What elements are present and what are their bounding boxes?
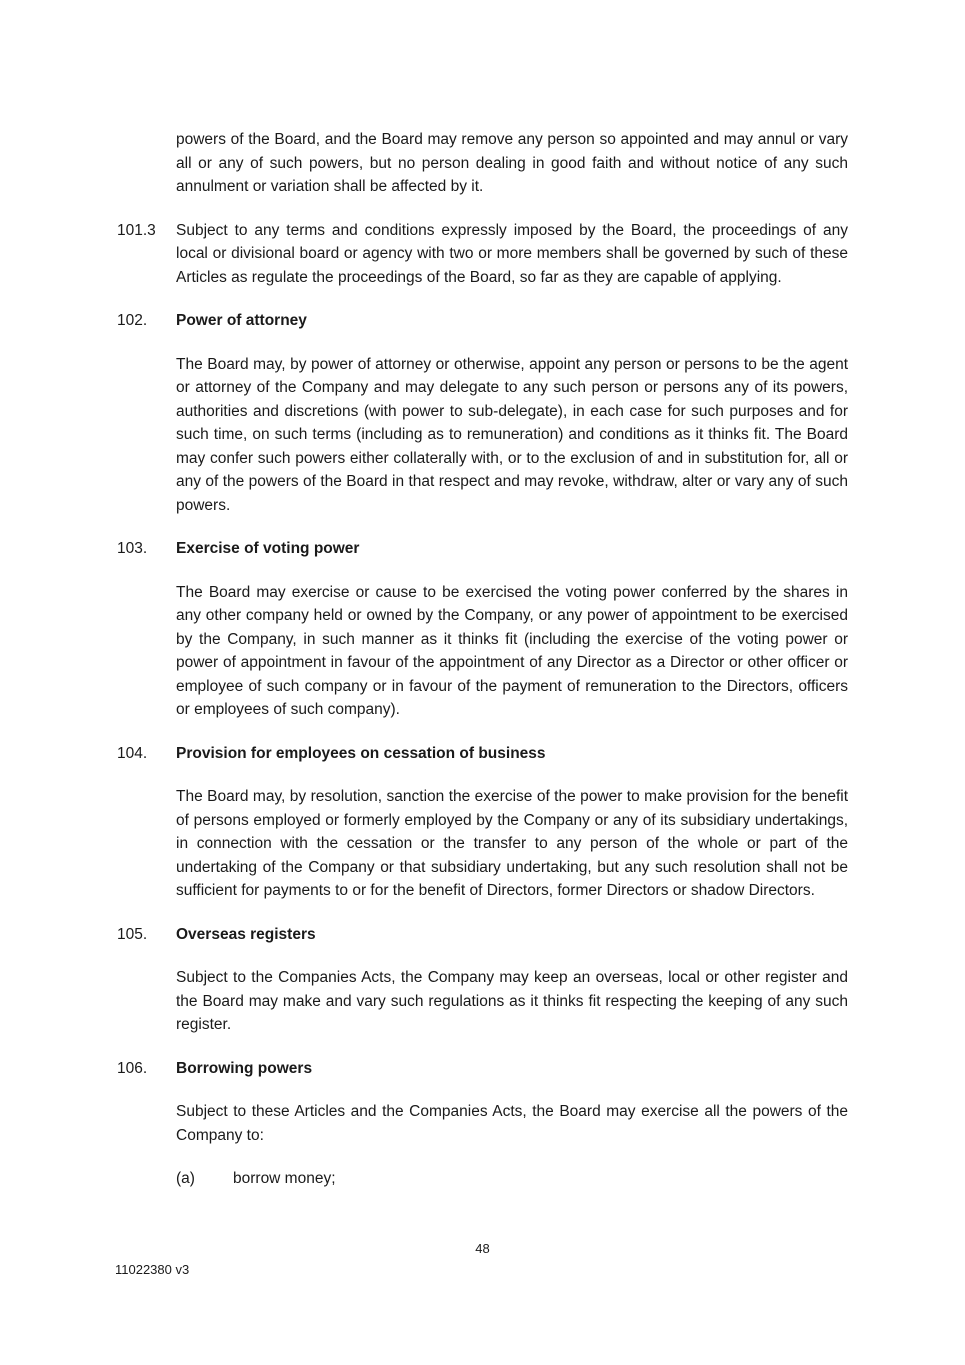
section-heading: Borrowing powers — [176, 1059, 313, 1077]
section-102-body — [117, 353, 848, 518]
section-106-subitem-a — [117, 1167, 848, 1191]
section-104-body — [117, 785, 848, 903]
section-number: 103. — [117, 540, 148, 557]
section-number: 102. — [117, 312, 148, 329]
section-106-body — [117, 1100, 848, 1147]
section-104-heading-row — [117, 742, 848, 766]
section-103-body — [117, 581, 848, 722]
section-number: 104. — [117, 744, 148, 762]
section-paragraph: The Board may exercise or cause to be exercised the voting power conferred by the shares in any other company held or owned by the Company, or any power of appointment to be exercised by the Company, in such manner as it thinks fit (including the exercise of the voting power or power of appointment in favour of the appointment of any Director as a Director or other officer or employee of such company or in favour of the payment of remuneration to the Directors, officers or employees of such company). — [176, 583, 848, 718]
document-body — [117, 128, 848, 1211]
list-item-label: (a) — [176, 1170, 195, 1187]
list-item — [176, 1167, 848, 1191]
section-heading: Power of attorney — [176, 312, 307, 329]
document-reference: 11022380 v3 — [115, 1262, 190, 1277]
section-105-body — [117, 966, 848, 1037]
section-paragraph: The Board may, by power of attorney or otherwise, appoint any person or persons to be the agent or attorney of the Company and may delegate to any such person or persons any of its powers, authorities and discretions (with power to sub-delegate), in each case for such purposes and for such time, on such terms (including as to remuneration) and conditions as it thinks fit. The Board may confer such powers either collaterally with, or to the exclusion of and in substitution for, all or any of the powers of the Board in that respect and may revoke, withdraw, alter or vary any of such powers. — [176, 355, 848, 514]
section-103-heading-row — [117, 537, 848, 561]
section-paragraph: Subject to any terms and conditions expressly imposed by the Board, the proceedings of any local or divisional board or agency with two or more members shall be governed by such of these Articles as regulate the proceedings of the Board, so far as they are capable of applying. — [176, 221, 848, 286]
continuation-paragraph: powers of the Board, and the Board may remove any person so appointed and may annul or vary all or any of such powers, but no person dealing in good faith and without notice of any such annulment or variation shall be affected by it. — [176, 131, 848, 195]
section-heading: Exercise of voting power — [176, 540, 360, 557]
section-heading: Provision for employees on cessation of business — [176, 744, 546, 762]
continuation-block — [117, 128, 848, 199]
section-105-heading-row — [117, 923, 848, 947]
section-101-3 — [117, 219, 848, 290]
section-paragraph: The Board may, by resolution, sanction the exercise of the power to make provision for the benefit of persons employed or formerly employed by the Company or any of its subsidiary undertakings, in connection with the cessation or the transfer to any person of the whole or part of the undertaking of the Company or that subsidiary undertaking, but any such resolution shall not be sufficient for payments to or for the benefit of Directors, former Directors or shadow Directors. — [176, 788, 848, 899]
section-heading: Overseas registers — [176, 925, 316, 943]
section-number: 101.3 — [117, 221, 156, 239]
list-item-text: borrow money; — [233, 1170, 336, 1187]
section-paragraph: Subject to these Articles and the Companies Acts, the Board may exercise all the powers of the Company to: — [176, 1103, 848, 1144]
section-102-heading-row — [117, 309, 848, 333]
section-number: 105. — [117, 925, 148, 943]
section-number: 106. — [117, 1059, 148, 1077]
page-number: 48 — [475, 1241, 490, 1256]
section-paragraph: Subject to the Companies Acts, the Company may keep an overseas, local or other register and the Board may make and vary such regulations as it thinks fit respecting the keeping of any such register. — [176, 969, 848, 1033]
section-106-heading-row — [117, 1057, 848, 1081]
